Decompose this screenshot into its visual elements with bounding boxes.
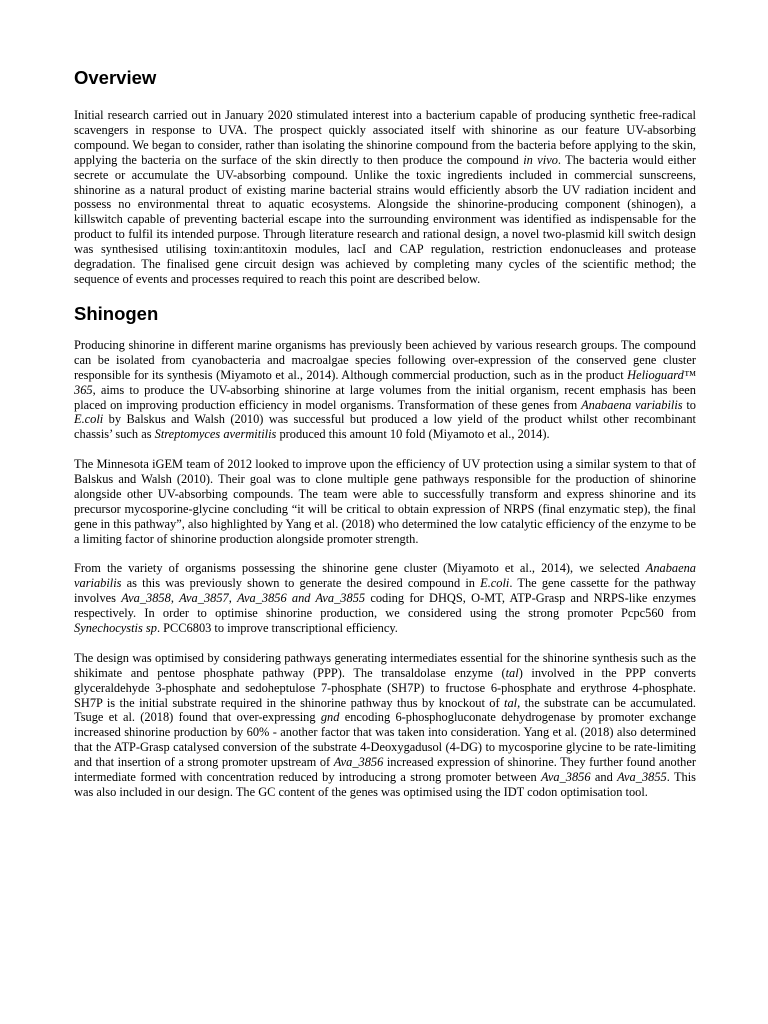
italic-term: Streptomyces avermitilis	[154, 427, 277, 442]
section-title-overview: Overview	[74, 67, 157, 88]
italic-term: Ava_3856 and Ava_3855	[237, 591, 366, 606]
italic-term: Ava_3855	[617, 770, 667, 785]
italic-term: Ava_3858	[121, 591, 171, 606]
paragraph: The design was optimised by considering pathways generating intermediates essential for the shinorine synthesis such as the shikimate and pentose phosphate pathway (PPP). The transaldolase enzyme (tal) involved in the PPP converts glyceraldehyde 3-phosphate and sedoheptulose 7-phosphate (SH7P) to fructose 6-phosphate and erythrose 4-phosphate. SH7P is the initial substrate required in the shinorine pathway thus by knockout of tal, the substrate can be accumulated. Tsuge et al. (2018) found that over-expressing gnd encoding 6-phosphogluconate dehydrogenase by promoter exchange increased shinorine production by 60% - another factor that was taken into consideration. Yang et al. (2018) also determined that the ATP-Grasp catalysed conversion of the substrate 4-Deoxygadusol (4-DG) to mycosporine glycine to be rate-limiting and that insertion of a strong promoter upstream of Ava_3856 increased expression of shinorine. They further found another intermediate formed with concentration reduced by introducing a strong promoter between Ava_3856 and Ava_3855. This was also included in our design. The GC content of the genes was optimised using the IDT codon optimisation tool.	[74, 650, 696, 800]
italic-term: tal,	[504, 695, 521, 710]
paragraph: The Minnesota iGEM team of 2012 looked to improve upon the efficiency of UV protection using a similar system to that of Balskus and Walsh (2010). Their goal was to clone multiple gene pathways responsible for the production of shinorine alongside other UV-absorbing compounds. The team were able to successfully transform and express shinorine and its precursor mycosporine-glycine concluding “it will be critical to obtain expression of NRPS (final enzymatic step), the final gene in this pathway”, also highlighted by Yang et al. (2018) who determined the low catalytic efficiency of the enzyme to be a limiting factor of shinorine production alongside promoter strength.	[74, 457, 696, 546]
italic-term: in vivo	[523, 152, 558, 167]
italic-term: tal	[505, 665, 519, 680]
italic-term: Ava_3857	[179, 591, 229, 606]
italic-term: Helioguard™ 365	[74, 367, 696, 397]
section-shinogen	[74, 302, 696, 800]
section-overview	[74, 66, 696, 287]
section-title-shinogen: Shinogen	[74, 302, 159, 324]
italic-term: gnd	[320, 710, 340, 725]
italic-term: Anabaena variabilis	[74, 561, 696, 591]
italic-term: Synechocystis sp	[74, 621, 157, 636]
italic-term: Anabaena variabilis	[581, 397, 683, 412]
paragraph: Producing shinorine in different marine organisms has previously been achieved by various research groups. The compound can be isolated from cyanobacteria and macroalgae species following over-expression of the conserved gene cluster responsible for its synthesis (Miyamoto et al., 2014). Although commercial production, such as in the product Helioguard™ 365, aims to produce the UV-absorbing shinorine at large volumes from the initial organism, recent emphasis has been placed on improving production efficiency in model organisms. Transformation of these genes from Anabaena variabilis to E.coli by Balskus and Walsh (2010) was successful but produced a low yield of the product whilst other recombinant chassis’ such as Streptomyces avermitilis produced this amount 10 fold (Miyamoto et al., 2014).	[74, 337, 696, 442]
italic-term: E.coli	[480, 576, 510, 591]
italic-term: E.coli	[74, 412, 104, 427]
paragraph: Initial research carried out in January 2020 stimulated interest into a bacterium capable of producing synthetic free-radical scavengers in response to UVA. The prospect quickly associated itself with shinorine as our feature UV-absorbing compound. We began to consider, rather than isolating the shinorine compound from the bacteria before applying to the skin, applying the bacteria on the surface of the skin directly to then produce the compound in vivo. The bacteria would either secrete or accumulate the UV-absorbing compound. Unlike the toxic ingredients included in commercial sunscreens, shinorine as a natural product of existing marine bacterial strains would efficiently absorb the UV radiation incident and possess no environmental threat to aquatic ecosystems. Alongside the shinorine-producing component (shinogen), a killswitch capable of preventing bacterial escape into the surrounding environment was identified as indispensable for the product to fulfil its intended purpose. Through literature research and rational design, a novel two-plasmid kill switch design was synthesised utilising toxin:antitoxin modules, lacI and CAP regulation, restriction endonucleases and protease degradation. The finalised gene circuit design was achieved by completing many cycles of the scientific method; the sequence of events and processes required to reach this point are described below.	[74, 108, 696, 286]
paragraph: From the variety of organisms possessing the shinorine gene cluster (Miyamoto et al., 2014), we selected Anabaena variabilis as this was previously shown to generate the desired compound in E.coli. The gene cassette for the pathway involves Ava_3858, Ava_3857, Ava_3856 and Ava_3855 coding for DHQS, O-MT, ATP-Grasp and NRPS-like enzymes respectively. In order to optimise shinorine production, we considered using the strong promoter Pcpc560 from Synechocystis sp. PCC6803 to improve transcriptional efficiency.	[74, 561, 696, 636]
italic-term: Ava_3856	[541, 770, 591, 785]
italic-term: Ava_3856	[333, 755, 384, 770]
document-page	[74, 66, 696, 800]
